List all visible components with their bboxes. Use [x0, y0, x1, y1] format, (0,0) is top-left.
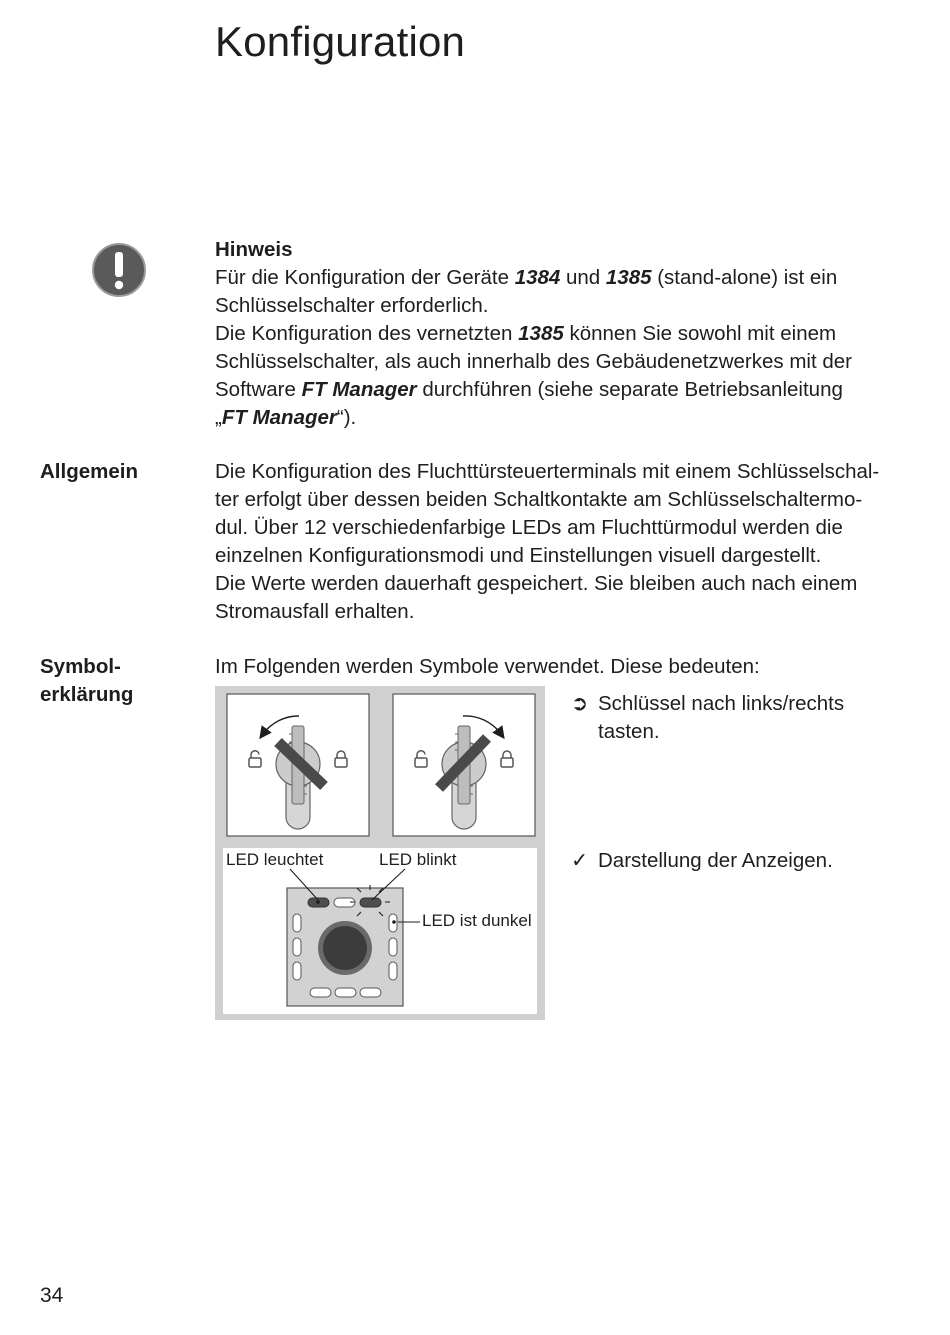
legend-display	[571, 847, 871, 877]
label-led-off: LED ist dunkel	[422, 911, 532, 930]
notice-heading: Hinweis	[215, 238, 293, 261]
allgemein-line: Die Werte werden dauerhaft gespeichert. Sie bleiben auch nach einem	[215, 572, 858, 595]
page-title: Konfiguration	[215, 18, 466, 65]
symbol-illustration	[215, 686, 547, 1022]
notice-line: „FT Manager“).	[215, 406, 357, 429]
allgemein-line: dul. Über 12 verschiedenfarbige LEDs am Fluchttürmodul werden die	[215, 516, 843, 539]
checkmark-icon: ✓	[571, 849, 589, 872]
allgemein-line: Die Konfiguration des Fluchttürsteuerterminals mit einem Schlüsselschal-	[215, 460, 880, 483]
legend-key-line: tasten.	[598, 720, 660, 743]
section-label-allgemein: Allgemein	[40, 460, 138, 483]
label-led-on: LED leuchtet	[226, 850, 324, 869]
notice-line: Die Konfiguration des vernetzten 1385 können Sie sowohl mit einem	[215, 322, 837, 345]
allgemein-line: ter erfolgt über dessen beiden Schaltkontakte am Schlüsselschaltermo-	[215, 488, 863, 511]
led-module-diagram	[287, 869, 420, 1006]
notice-line: Schlüsselschalter, als auch innerhalb des Gebäudenetzwerkes mit der	[215, 350, 852, 373]
allgemein-line: einzelnen Konfigurationsmodi und Einstellungen visuell dargestellt.	[215, 544, 822, 567]
page-number: 34	[40, 1284, 64, 1307]
notice-line: Für die Konfiguration der Geräte 1384 und 1385 (stand-alone) ist ein	[215, 266, 838, 289]
notice-line: Schlüsselschalter erforderlich.	[215, 294, 489, 317]
legend-key-line: Schlüssel nach links/rechts	[598, 692, 845, 715]
legend-display-text: Darstellung der Anzeigen.	[598, 849, 833, 872]
legend-key-turn	[571, 690, 871, 750]
arrow-right-icon: ➲	[571, 692, 589, 715]
exclamation-warning-icon	[91, 242, 147, 298]
key-turn-left-icon	[227, 694, 369, 836]
section-label-symbol: Symbol- erklärung	[40, 655, 134, 706]
allgemein-line: Stromausfall erhalten.	[215, 600, 415, 623]
label-led-blink: LED blinkt	[379, 850, 457, 869]
symbol-intro: Im Folgenden werden Symbole verwendet. Diese bedeuten:	[215, 655, 760, 678]
key-turn-right-icon	[393, 694, 535, 836]
notice-line: Software FT Manager durchführen (siehe separate Betriebsanleitung	[215, 378, 843, 401]
